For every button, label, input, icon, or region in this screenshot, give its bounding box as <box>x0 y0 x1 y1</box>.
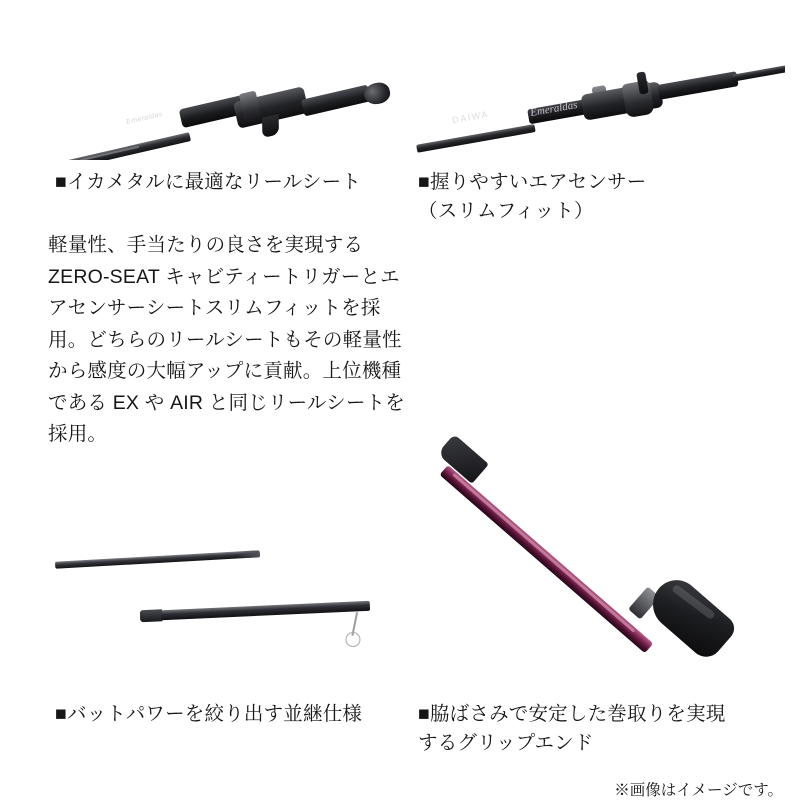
grip-shaft <box>439 465 653 653</box>
caption-air-sensor-line2: （スリムフィット） <box>418 200 594 223</box>
feature-block-reel-seat <box>30 20 400 160</box>
caption-air-sensor <box>418 168 788 227</box>
daiwa-brand-logo: DAIWA <box>451 108 490 126</box>
feature-block-air-sensor <box>410 20 785 160</box>
feature-block-two-piece <box>30 520 400 670</box>
rod-blank-segment-rear <box>732 65 785 81</box>
caption-grip-end-line1: ■脇ばさみで安定した巻取りを実現 <box>418 703 726 725</box>
rear-grip <box>657 71 738 100</box>
upper-blank-section <box>55 550 260 568</box>
line-guide <box>339 609 367 648</box>
guide-ring <box>345 632 361 648</box>
caption-grip-end-line2: するグリップエンド <box>418 732 594 755</box>
reel-seat-trigger-photo <box>30 20 400 160</box>
butt-cap <box>362 80 392 106</box>
caption-air-sensor-line1: ■握りやすいエアセンサー <box>418 171 647 193</box>
rod-blank-segment <box>416 124 536 153</box>
rear-grip <box>301 85 371 117</box>
air-sensor-slim-fit-seat-photo <box>410 20 785 160</box>
purple-grip-end-photo <box>410 430 785 680</box>
caption-reel-seat: ■イカメタルに最適なリールシート <box>55 171 362 193</box>
two-piece-blank-photo <box>30 520 400 670</box>
caption-two-piece: ■バットパワーを絞り出す並継仕様 <box>55 703 363 725</box>
rod-blank-segment <box>62 132 191 160</box>
image-disclaimer-note: ※画像はイメージです。 <box>614 782 783 799</box>
description-reel-seat: 軽量性、手当たりの良さを実現するZERO-SEAT キャビティートリガーとエアセンサーシートスリムフィットを採用。どちらのリールシートもその軽量性から感度の大幅アップに貢献。上位機種である EX や AIR と同じリールシートを採用。 <box>48 234 405 446</box>
lower-blank-section <box>140 601 370 621</box>
seat-trigger <box>262 114 279 138</box>
caption-grip-end <box>418 700 793 759</box>
rod-logo-text: Emeraldas <box>125 110 164 127</box>
model-script-text: Emeraldas <box>529 98 579 120</box>
grip-end-knob <box>643 571 739 664</box>
feature-block-grip-end <box>410 430 785 680</box>
